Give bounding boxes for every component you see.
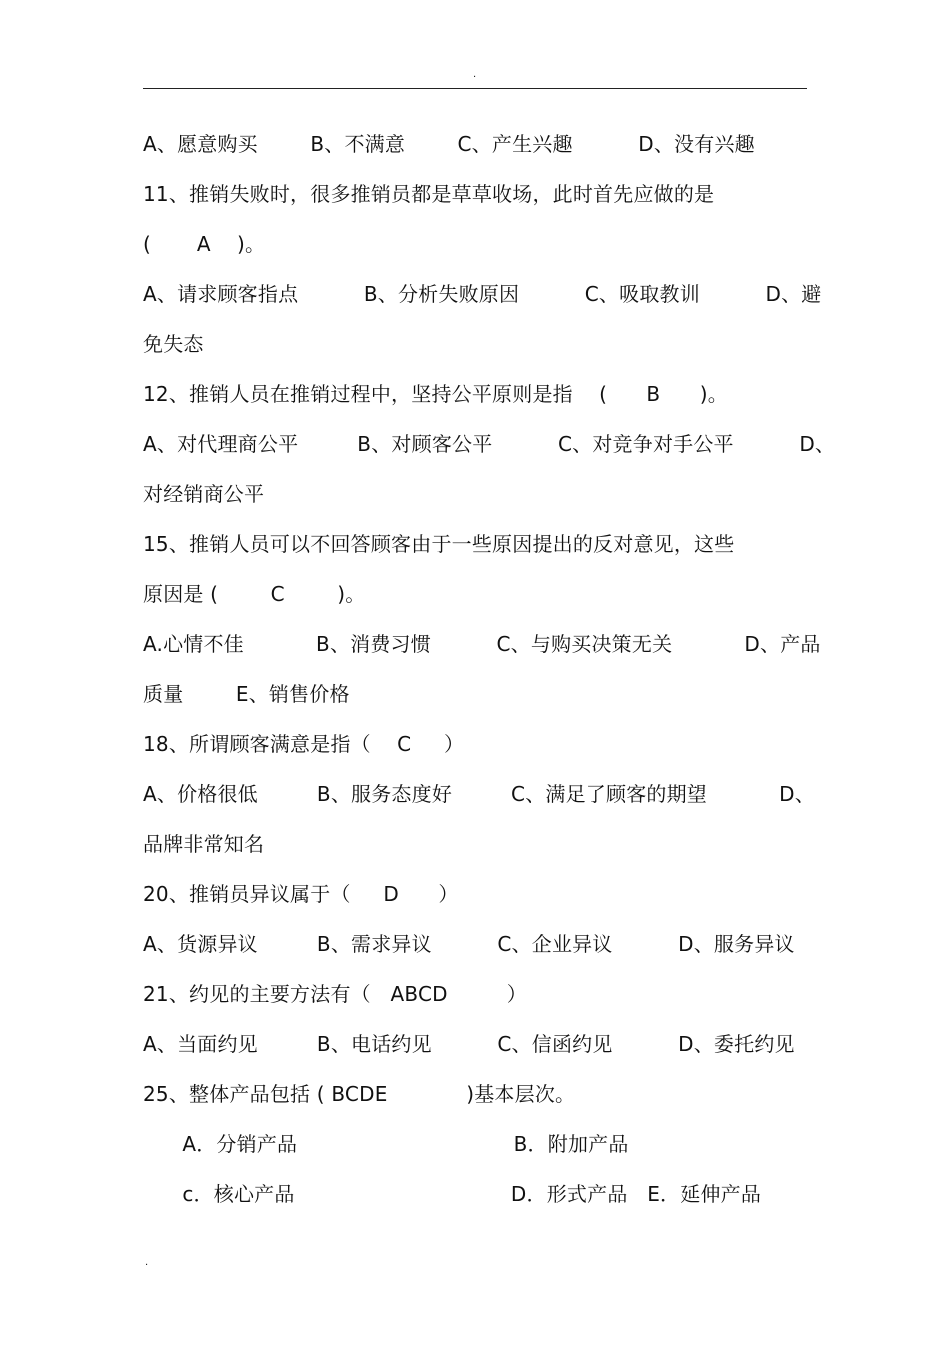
question-11: 11、推销失败时，很多推销员都是草草收场，此时首先应做的是 [143, 182, 715, 206]
header-mark: . [473, 69, 477, 80]
question-12: 12、推销人员在推销过程中，坚持公平原则是指 ( B )。 [143, 382, 728, 406]
option-line-q12: A、对代理商公平 B、对顾客公平 C、对竞争对手公平 D、 [143, 432, 836, 456]
option-line-q25-a: A．分销产品 B．附加产品 [143, 1132, 629, 1156]
question-21: 21、约见的主要方法有（ ABCD ） [143, 982, 527, 1006]
header-rule [143, 88, 807, 89]
option-line-q15-cont: 质量 E、销售价格 [143, 682, 350, 706]
question-25: 25、整体产品包括 ( BCDE )基本层次。 [143, 1082, 576, 1106]
option-line-q18-cont: 品牌非常知名 [143, 832, 265, 856]
option-line-q21: A、当面约见 B、电话约见 C、信函约见 D、委托约见 [143, 1032, 795, 1056]
option-line-q18: A、价格很低 B、服务态度好 C、满足了顾客的期望 D、 [143, 782, 815, 806]
option-line-q20: A、货源异议 B、需求异议 C、企业异议 D、服务异议 [143, 932, 795, 956]
option-line-q10: A、愿意购买 B、不满意 C、产生兴趣 D、没有兴趣 [143, 132, 755, 156]
question-15-cont: 原因是 ( C )。 [143, 582, 366, 606]
question-15: 15、推销人员可以不回答顾客由于一些原因提出的反对意见，这些 [143, 532, 735, 556]
question-20: 20、推销员异议属于（ D ） [143, 882, 459, 906]
question-18: 18、所谓顾客满意是指（ C ） [143, 732, 465, 756]
footer-mark: . [145, 1257, 149, 1268]
option-line-q15: A.心情不佳 B、消费习惯 C、与购买决策无关 D、产品 [143, 632, 821, 656]
option-line-q11-cont: 免失态 [143, 332, 204, 356]
option-line-q25-b: c．核心产品 D．形式产品 E．延伸产品 [143, 1182, 762, 1206]
option-line-q11: A、请求顾客指点 B、分析失败原因 C、吸取教训 D、避 [143, 282, 822, 306]
answer-q11: ( A )。 [143, 232, 266, 256]
option-line-q12-cont: 对经销商公平 [143, 482, 265, 506]
